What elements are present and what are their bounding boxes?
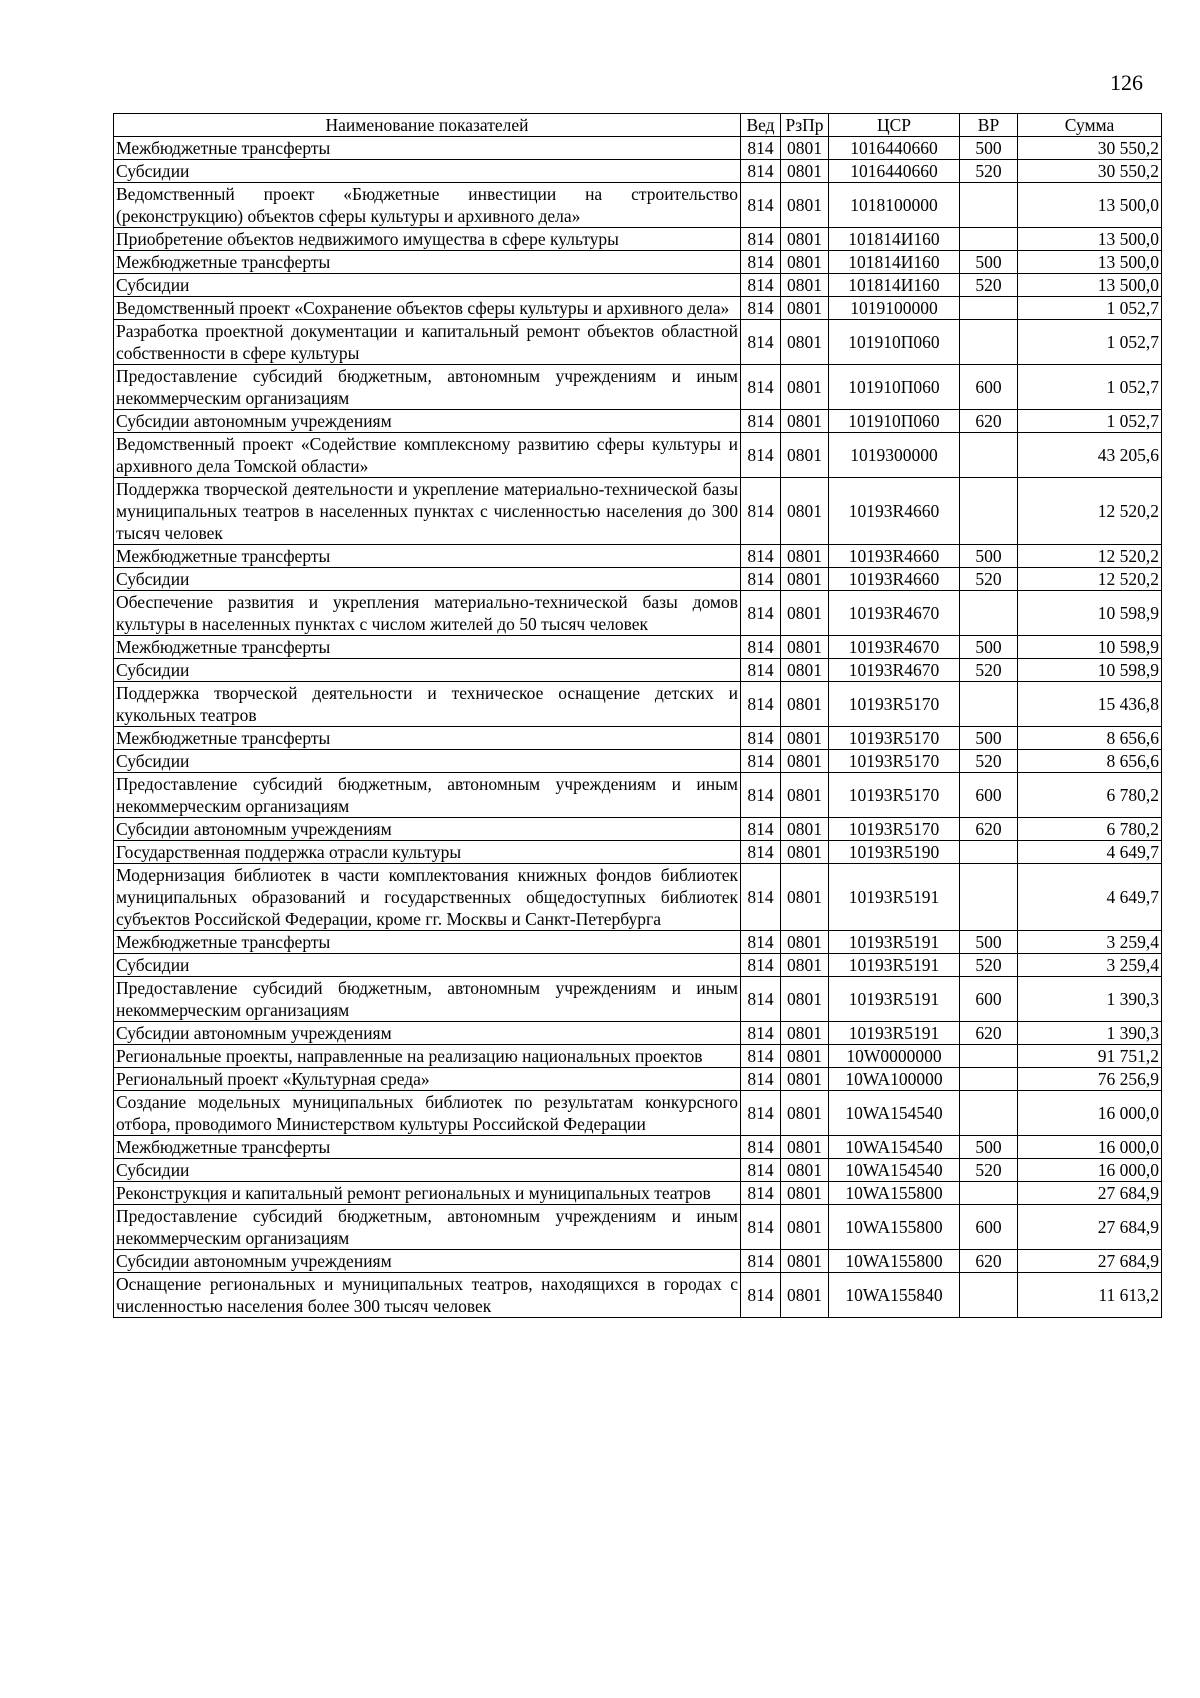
cell-vr <box>960 1091 1018 1136</box>
cell-rzpr: 0801 <box>781 659 829 682</box>
cell-csr: 10193R5170 <box>829 750 960 773</box>
cell-sum: 91 751,2 <box>1018 1045 1162 1068</box>
cell-ved: 814 <box>741 1250 781 1273</box>
cell-ved: 814 <box>741 727 781 750</box>
cell-rzpr: 0801 <box>781 954 829 977</box>
cell-ved: 814 <box>741 682 781 727</box>
cell-rzpr: 0801 <box>781 297 829 320</box>
cell-vr <box>960 1045 1018 1068</box>
table-row <box>114 1159 1162 1182</box>
cell-vr: 500 <box>960 931 1018 954</box>
cell-name: Ведомственный проект «Бюджетные инвестиции на строительство (реконструкцию) объектов сферы культуры и архивного дела» <box>114 183 741 228</box>
cell-csr: 10193R4670 <box>829 659 960 682</box>
cell-rzpr: 0801 <box>781 1205 829 1250</box>
table-header-row <box>114 114 1162 137</box>
cell-ved: 814 <box>741 297 781 320</box>
table-row <box>114 320 1162 365</box>
table-row <box>114 659 1162 682</box>
cell-name: Субсидии <box>114 750 741 773</box>
cell-csr: 101910П060 <box>829 410 960 433</box>
cell-sum: 8 656,6 <box>1018 727 1162 750</box>
table-row <box>114 818 1162 841</box>
cell-rzpr: 0801 <box>781 682 829 727</box>
cell-sum: 43 205,6 <box>1018 433 1162 478</box>
cell-rzpr: 0801 <box>781 1068 829 1091</box>
cell-vr: 520 <box>960 568 1018 591</box>
cell-rzpr: 0801 <box>781 228 829 251</box>
cell-vr <box>960 228 1018 251</box>
cell-sum: 1 390,3 <box>1018 1022 1162 1045</box>
cell-name: Межбюджетные трансферты <box>114 1136 741 1159</box>
cell-csr: 1019300000 <box>829 433 960 478</box>
cell-csr: 1016440660 <box>829 160 960 183</box>
cell-csr: 10193R5170 <box>829 818 960 841</box>
cell-name: Межбюджетные трансферты <box>114 931 741 954</box>
table-row <box>114 251 1162 274</box>
cell-csr: 101814И160 <box>829 251 960 274</box>
cell-ved: 814 <box>741 818 781 841</box>
cell-sum: 3 259,4 <box>1018 931 1162 954</box>
cell-rzpr: 0801 <box>781 410 829 433</box>
cell-csr: 10193R5191 <box>829 931 960 954</box>
cell-sum: 27 684,9 <box>1018 1182 1162 1205</box>
cell-vr: 500 <box>960 636 1018 659</box>
cell-ved: 814 <box>741 274 781 297</box>
cell-name: Субсидии автономным учреждениям <box>114 410 741 433</box>
cell-sum: 15 436,8 <box>1018 682 1162 727</box>
cell-sum: 12 520,2 <box>1018 545 1162 568</box>
cell-name: Межбюджетные трансферты <box>114 636 741 659</box>
cell-ved: 814 <box>741 545 781 568</box>
table-row <box>114 433 1162 478</box>
cell-ved: 814 <box>741 568 781 591</box>
cell-rzpr: 0801 <box>781 183 829 228</box>
cell-rzpr: 0801 <box>781 365 829 410</box>
table-row <box>114 750 1162 773</box>
cell-vr: 500 <box>960 251 1018 274</box>
cell-ved: 814 <box>741 137 781 160</box>
cell-vr: 500 <box>960 545 1018 568</box>
cell-name: Поддержка творческой деятельности и укрепление материально-технической базы муниципальных театров в населенных пунктах с численностью населения до 300 тысяч человек <box>114 478 741 545</box>
cell-ved: 814 <box>741 251 781 274</box>
cell-ved: 814 <box>741 750 781 773</box>
cell-csr: 10WA155800 <box>829 1182 960 1205</box>
header-rzpr: РзПр <box>781 114 829 137</box>
cell-name: Межбюджетные трансферты <box>114 137 741 160</box>
cell-rzpr: 0801 <box>781 977 829 1022</box>
cell-rzpr: 0801 <box>781 1136 829 1159</box>
table-body <box>114 137 1162 1318</box>
cell-vr: 620 <box>960 1250 1018 1273</box>
cell-vr: 520 <box>960 160 1018 183</box>
cell-name: Предоставление субсидий бюджетным, автономным учреждениям и иным некоммерческим организациям <box>114 773 741 818</box>
cell-vr <box>960 478 1018 545</box>
cell-rzpr: 0801 <box>781 160 829 183</box>
cell-sum: 4 649,7 <box>1018 864 1162 931</box>
cell-name: Реконструкция и капитальный ремонт региональных и муниципальных театров <box>114 1182 741 1205</box>
cell-rzpr: 0801 <box>781 727 829 750</box>
cell-vr: 520 <box>960 954 1018 977</box>
cell-vr <box>960 1273 1018 1318</box>
cell-vr: 620 <box>960 410 1018 433</box>
cell-vr <box>960 183 1018 228</box>
cell-name: Разработка проектной документации и капитальный ремонт объектов областной собственности в сфере культуры <box>114 320 741 365</box>
cell-vr <box>960 591 1018 636</box>
cell-ved: 814 <box>741 160 781 183</box>
cell-csr: 10WA100000 <box>829 1068 960 1091</box>
cell-sum: 30 550,2 <box>1018 160 1162 183</box>
table-row <box>114 954 1162 977</box>
cell-vr <box>960 682 1018 727</box>
cell-sum: 6 780,2 <box>1018 818 1162 841</box>
cell-csr: 10193R4670 <box>829 591 960 636</box>
cell-ved: 814 <box>741 841 781 864</box>
cell-ved: 814 <box>741 365 781 410</box>
cell-sum: 10 598,9 <box>1018 659 1162 682</box>
table-row <box>114 410 1162 433</box>
cell-sum: 27 684,9 <box>1018 1250 1162 1273</box>
header-vr: ВР <box>960 114 1018 137</box>
table-row <box>114 1136 1162 1159</box>
cell-sum: 1 052,7 <box>1018 410 1162 433</box>
cell-sum: 13 500,0 <box>1018 183 1162 228</box>
table-row <box>114 1250 1162 1273</box>
table-row <box>114 773 1162 818</box>
cell-sum: 1 052,7 <box>1018 320 1162 365</box>
table-row <box>114 297 1162 320</box>
cell-csr: 10WA155800 <box>829 1250 960 1273</box>
budget-table <box>113 113 1162 1318</box>
cell-vr: 620 <box>960 818 1018 841</box>
cell-csr: 10193R4660 <box>829 568 960 591</box>
table-row <box>114 841 1162 864</box>
cell-sum: 76 256,9 <box>1018 1068 1162 1091</box>
cell-ved: 814 <box>741 1045 781 1068</box>
cell-vr <box>960 864 1018 931</box>
cell-name: Межбюджетные трансферты <box>114 727 741 750</box>
table-row <box>114 1045 1162 1068</box>
cell-name: Поддержка творческой деятельности и техническое оснащение детских и кукольных театров <box>114 682 741 727</box>
cell-sum: 13 500,0 <box>1018 251 1162 274</box>
cell-rzpr: 0801 <box>781 750 829 773</box>
cell-sum: 16 000,0 <box>1018 1159 1162 1182</box>
cell-ved: 814 <box>741 1205 781 1250</box>
cell-rzpr: 0801 <box>781 1182 829 1205</box>
cell-vr: 600 <box>960 365 1018 410</box>
cell-csr: 10WA155840 <box>829 1273 960 1318</box>
cell-csr: 1019100000 <box>829 297 960 320</box>
table-row <box>114 864 1162 931</box>
cell-sum: 12 520,2 <box>1018 478 1162 545</box>
cell-csr: 10193R4660 <box>829 545 960 568</box>
table-row <box>114 137 1162 160</box>
table-row <box>114 682 1162 727</box>
cell-ved: 814 <box>741 1159 781 1182</box>
cell-sum: 30 550,2 <box>1018 137 1162 160</box>
cell-csr: 10193R5170 <box>829 727 960 750</box>
cell-sum: 3 259,4 <box>1018 954 1162 977</box>
cell-name: Создание модельных муниципальных библиотек по результатам конкурсного отбора, проводимого Министерством культуры Российской Федерации <box>114 1091 741 1136</box>
cell-ved: 814 <box>741 320 781 365</box>
cell-ved: 814 <box>741 433 781 478</box>
table-row <box>114 568 1162 591</box>
table-row <box>114 228 1162 251</box>
cell-ved: 814 <box>741 1182 781 1205</box>
cell-vr: 600 <box>960 977 1018 1022</box>
cell-ved: 814 <box>741 1091 781 1136</box>
cell-name: Модернизация библиотек в части комплектования книжных фондов библиотек муниципальных образований и государственных общедоступных библиотек субъектов Российской Федерации, кроме гг. Москвы и Санкт-Петербурга <box>114 864 741 931</box>
cell-name: Предоставление субсидий бюджетным, автономным учреждениям и иным некоммерческим организациям <box>114 1205 741 1250</box>
table-row <box>114 1205 1162 1250</box>
cell-name: Субсидии <box>114 954 741 977</box>
cell-rzpr: 0801 <box>781 478 829 545</box>
cell-vr: 620 <box>960 1022 1018 1045</box>
cell-name: Субсидии <box>114 659 741 682</box>
cell-vr: 500 <box>960 727 1018 750</box>
cell-vr: 500 <box>960 1136 1018 1159</box>
cell-ved: 814 <box>741 1022 781 1045</box>
cell-name: Предоставление субсидий бюджетным, автономным учреждениям и иным некоммерческим организациям <box>114 365 741 410</box>
cell-rzpr: 0801 <box>781 320 829 365</box>
cell-csr: 10193R5191 <box>829 864 960 931</box>
cell-rzpr: 0801 <box>781 433 829 478</box>
cell-csr: 1016440660 <box>829 137 960 160</box>
cell-csr: 101910П060 <box>829 365 960 410</box>
cell-sum: 10 598,9 <box>1018 636 1162 659</box>
cell-csr: 10193R5191 <box>829 1022 960 1045</box>
cell-csr: 10193R4670 <box>829 636 960 659</box>
cell-ved: 814 <box>741 636 781 659</box>
cell-sum: 1 052,7 <box>1018 297 1162 320</box>
cell-vr: 520 <box>960 659 1018 682</box>
cell-rzpr: 0801 <box>781 545 829 568</box>
header-ved: Вед <box>741 114 781 137</box>
header-csr: ЦСР <box>829 114 960 137</box>
cell-ved: 814 <box>741 183 781 228</box>
cell-ved: 814 <box>741 659 781 682</box>
cell-ved: 814 <box>741 931 781 954</box>
cell-rzpr: 0801 <box>781 1091 829 1136</box>
cell-csr: 10193R5191 <box>829 954 960 977</box>
cell-sum: 10 598,9 <box>1018 591 1162 636</box>
cell-ved: 814 <box>741 591 781 636</box>
cell-name: Оснащение региональных и муниципальных театров, находящихся в городах с численностью населения более 300 тысяч человек <box>114 1273 741 1318</box>
table-row <box>114 478 1162 545</box>
table-row <box>114 545 1162 568</box>
cell-ved: 814 <box>741 773 781 818</box>
cell-vr: 520 <box>960 1159 1018 1182</box>
table-row <box>114 591 1162 636</box>
table-row <box>114 183 1162 228</box>
cell-vr <box>960 433 1018 478</box>
cell-csr: 1018100000 <box>829 183 960 228</box>
header-sum: Сумма <box>1018 114 1162 137</box>
cell-vr <box>960 297 1018 320</box>
cell-name: Государственная поддержка отрасли культуры <box>114 841 741 864</box>
cell-name: Предоставление субсидий бюджетным, автономным учреждениям и иным некоммерческим организациям <box>114 977 741 1022</box>
cell-name: Межбюджетные трансферты <box>114 545 741 568</box>
cell-rzpr: 0801 <box>781 591 829 636</box>
cell-csr: 10WA154540 <box>829 1091 960 1136</box>
cell-csr: 10193R4660 <box>829 478 960 545</box>
cell-sum: 4 649,7 <box>1018 841 1162 864</box>
cell-vr: 520 <box>960 750 1018 773</box>
cell-csr: 10193R5190 <box>829 841 960 864</box>
cell-rzpr: 0801 <box>781 137 829 160</box>
cell-csr: 10193R5170 <box>829 773 960 818</box>
cell-name: Приобретение объектов недвижимого имущества в сфере культуры <box>114 228 741 251</box>
table-row <box>114 727 1162 750</box>
cell-sum: 11 613,2 <box>1018 1273 1162 1318</box>
table-row <box>114 1273 1162 1318</box>
cell-rzpr: 0801 <box>781 1273 829 1318</box>
cell-csr: 10193R5191 <box>829 977 960 1022</box>
cell-sum: 8 656,6 <box>1018 750 1162 773</box>
cell-rzpr: 0801 <box>781 773 829 818</box>
cell-sum: 16 000,0 <box>1018 1136 1162 1159</box>
cell-sum: 1 052,7 <box>1018 365 1162 410</box>
cell-sum: 27 684,9 <box>1018 1205 1162 1250</box>
cell-vr: 520 <box>960 274 1018 297</box>
cell-csr: 10WA155800 <box>829 1205 960 1250</box>
cell-rzpr: 0801 <box>781 1159 829 1182</box>
cell-name: Субсидии <box>114 274 741 297</box>
cell-sum: 6 780,2 <box>1018 773 1162 818</box>
cell-rzpr: 0801 <box>781 864 829 931</box>
cell-vr: 500 <box>960 137 1018 160</box>
cell-ved: 814 <box>741 1273 781 1318</box>
cell-vr <box>960 1068 1018 1091</box>
cell-sum: 13 500,0 <box>1018 274 1162 297</box>
cell-sum: 12 520,2 <box>1018 568 1162 591</box>
cell-csr: 101910П060 <box>829 320 960 365</box>
cell-sum: 13 500,0 <box>1018 228 1162 251</box>
table-row <box>114 1068 1162 1091</box>
cell-ved: 814 <box>741 1136 781 1159</box>
cell-name: Региональный проект «Культурная среда» <box>114 1068 741 1091</box>
table-row <box>114 1091 1162 1136</box>
cell-rzpr: 0801 <box>781 1250 829 1273</box>
cell-ved: 814 <box>741 478 781 545</box>
table-row <box>114 274 1162 297</box>
cell-sum: 1 390,3 <box>1018 977 1162 1022</box>
cell-vr <box>960 320 1018 365</box>
cell-name: Субсидии <box>114 160 741 183</box>
cell-rzpr: 0801 <box>781 1045 829 1068</box>
table-row <box>114 977 1162 1022</box>
cell-rzpr: 0801 <box>781 1022 829 1045</box>
cell-ved: 814 <box>741 1068 781 1091</box>
table-row <box>114 365 1162 410</box>
cell-rzpr: 0801 <box>781 636 829 659</box>
cell-csr: 10193R5170 <box>829 682 960 727</box>
cell-csr: 101814И160 <box>829 228 960 251</box>
header-name: Наименование показателей <box>114 114 741 137</box>
cell-csr: 10WA154540 <box>829 1159 960 1182</box>
cell-ved: 814 <box>741 410 781 433</box>
cell-rzpr: 0801 <box>781 841 829 864</box>
cell-name: Субсидии <box>114 1159 741 1182</box>
cell-name: Межбюджетные трансферты <box>114 251 741 274</box>
cell-csr: 10W0000000 <box>829 1045 960 1068</box>
cell-sum: 16 000,0 <box>1018 1091 1162 1136</box>
cell-name: Субсидии автономным учреждениям <box>114 818 741 841</box>
cell-name: Субсидии автономным учреждениям <box>114 1022 741 1045</box>
cell-ved: 814 <box>741 864 781 931</box>
cell-rzpr: 0801 <box>781 931 829 954</box>
cell-name: Ведомственный проект «Содействие комплексному развитию сферы культуры и архивного дела Томской области» <box>114 433 741 478</box>
table-row <box>114 1182 1162 1205</box>
table-row <box>114 160 1162 183</box>
table-row <box>114 636 1162 659</box>
cell-vr: 600 <box>960 1205 1018 1250</box>
cell-ved: 814 <box>741 954 781 977</box>
table-row <box>114 1022 1162 1045</box>
cell-name: Субсидии <box>114 568 741 591</box>
cell-vr <box>960 841 1018 864</box>
cell-rzpr: 0801 <box>781 568 829 591</box>
cell-vr: 600 <box>960 773 1018 818</box>
cell-csr: 101814И160 <box>829 274 960 297</box>
table-row <box>114 931 1162 954</box>
cell-name: Ведомственный проект «Сохранение объектов сферы культуры и архивного дела» <box>114 297 741 320</box>
cell-name: Субсидии автономным учреждениям <box>114 1250 741 1273</box>
cell-rzpr: 0801 <box>781 274 829 297</box>
cell-ved: 814 <box>741 228 781 251</box>
cell-ved: 814 <box>741 977 781 1022</box>
cell-vr <box>960 1182 1018 1205</box>
cell-name: Обеспечение развития и укрепления материально-технической базы домов культуры в населенных пунктах с числом жителей до 50 тысяч человек <box>114 591 741 636</box>
cell-rzpr: 0801 <box>781 251 829 274</box>
cell-csr: 10WA154540 <box>829 1136 960 1159</box>
cell-name: Региональные проекты, направленные на реализацию национальных проектов <box>114 1045 741 1068</box>
page-number: 126 <box>1110 70 1143 95</box>
cell-rzpr: 0801 <box>781 818 829 841</box>
